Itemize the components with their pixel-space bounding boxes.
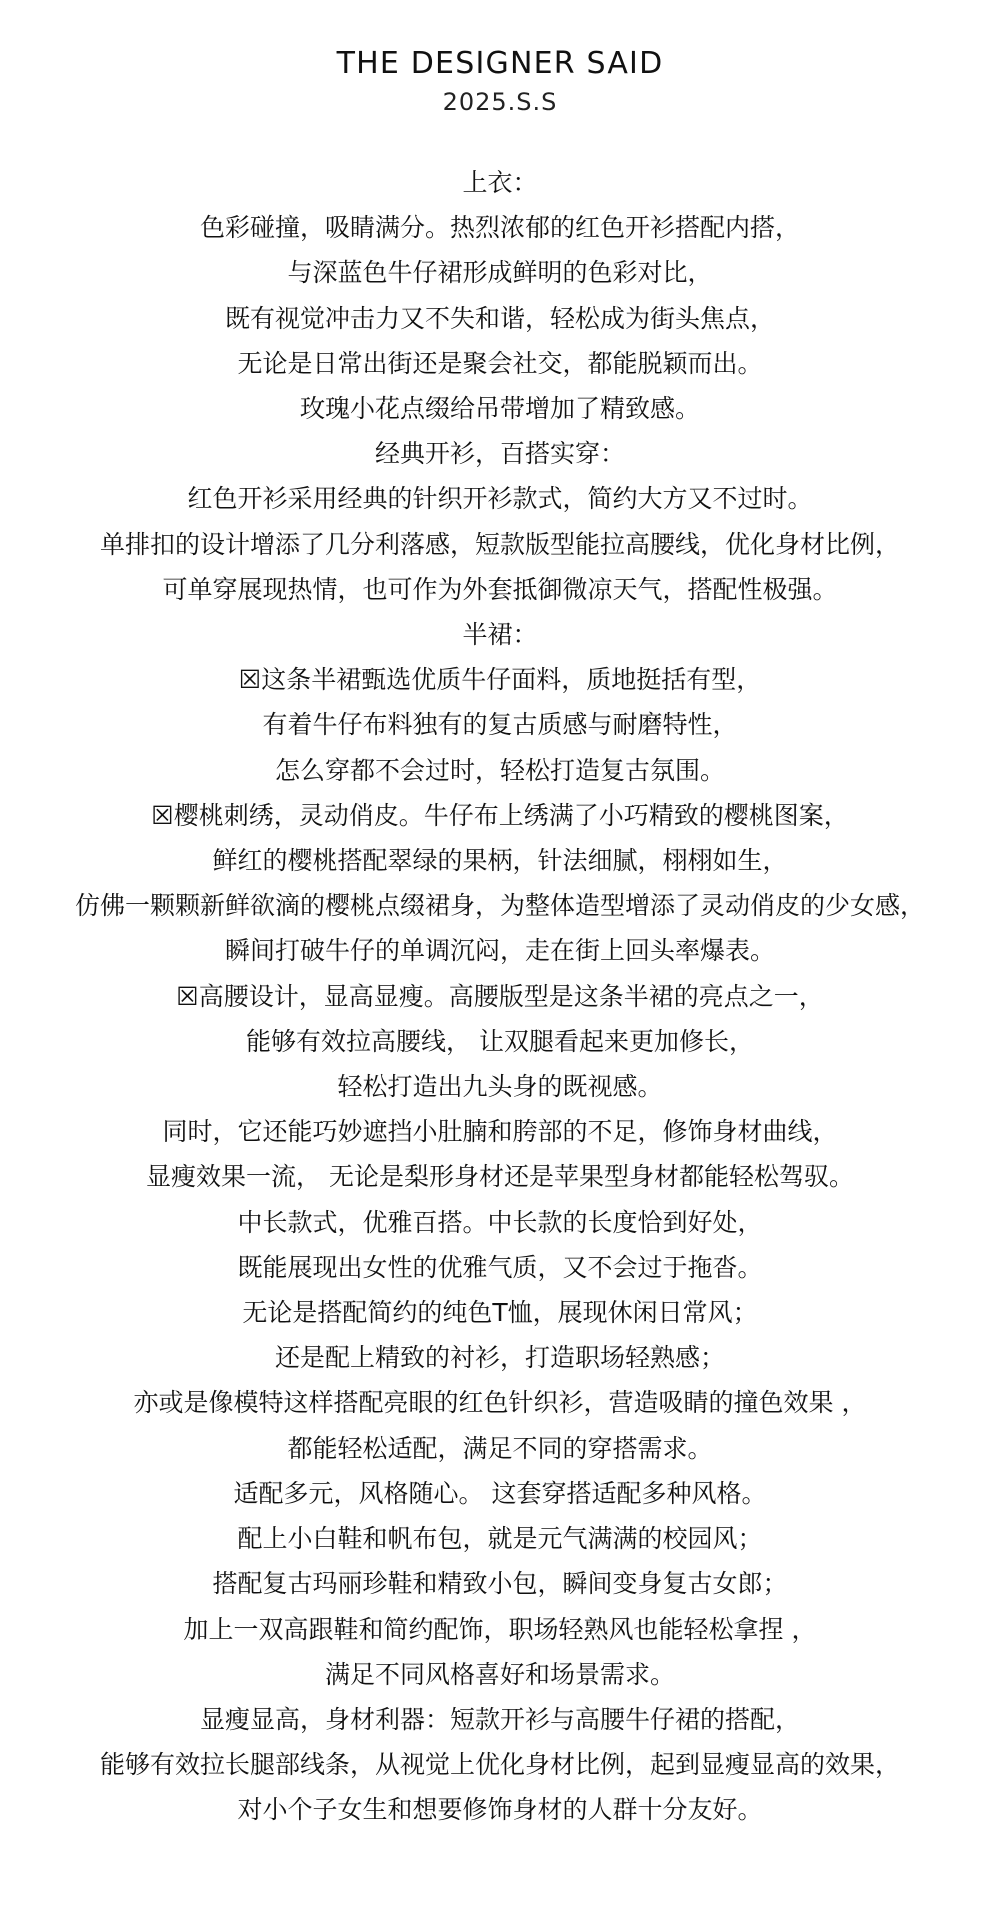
text-line: 配上小白鞋和帆布包，就是元气满满的校园风； bbox=[237, 1524, 763, 1554]
text-line: 中长款式，优雅百搭。中长款的长度恰到好处， bbox=[237, 1207, 763, 1237]
description-body bbox=[0, 160, 1000, 1833]
text-line: 怎么穿都不会过时，轻松打造复古氛围。 bbox=[274, 755, 725, 785]
text-line: 既能展现出女性的优雅气质，又不会过于拖沓。 bbox=[237, 1252, 763, 1282]
text-line: 单排扣的设计增添了几分利落感，短款版型能拉高腰线，优化身材比例， bbox=[99, 529, 900, 559]
text-line: 加上一双高跟鞋和简约配饰，职场轻熟风也能轻松拿捏 ， bbox=[183, 1614, 817, 1644]
text-line: 无论是搭配简约的纯色T恤，展现休闲日常风； bbox=[242, 1298, 758, 1328]
header bbox=[0, 44, 1000, 118]
text-line: 亦或是像模特这样搭配亮眼的红色针织衫，营造吸睛的撞色效果 ， bbox=[133, 1388, 867, 1418]
text-line: 仿佛一颗颗新鲜欲滴的樱桃点缀裙身，为整体造型增添了灵动俏皮的少女感， bbox=[74, 891, 925, 921]
text-line: 鲜红的樱桃搭配翠绿的果柄，针法细腻，栩栩如生， bbox=[212, 846, 788, 876]
text-line: 瞬间打破牛仔的单调沉闷，走在街上回头率爆表。 bbox=[224, 936, 775, 966]
text-line: 与深蓝色牛仔裙形成鲜明的色彩对比， bbox=[287, 258, 713, 288]
page-title: THE DESIGNER SAID bbox=[336, 46, 664, 81]
text-line: ☒这条半裙甄选优质牛仔面料，质地挺括有型， bbox=[238, 665, 762, 695]
text-line: 适配多元，风格随心。 这套穿搭适配多种风格。 bbox=[233, 1478, 767, 1508]
text-line: 色彩碰撞，吸睛满分。热烈浓郁的红色开衫搭配内搭， bbox=[199, 213, 800, 243]
section-heading-top: 上衣： bbox=[462, 168, 538, 197]
text-line: 玫瑰小花点缀给吊带增加了精致感。 bbox=[299, 394, 700, 424]
text-line: 有着牛仔布料独有的复古质感与耐磨特性， bbox=[262, 710, 738, 740]
text-line: 还是配上精致的衬衫，打造职场轻熟感； bbox=[274, 1343, 725, 1373]
text-line: 对小个子女生和想要修饰身材的人群十分友好。 bbox=[237, 1795, 763, 1825]
text-line: 搭配复古玛丽珍鞋和精致小包，瞬间变身复古女郎； bbox=[212, 1569, 788, 1599]
text-line: ☒高腰设计，显高显瘦。高腰版型是这条半裙的亮点之一， bbox=[176, 981, 824, 1011]
text-line: 可单穿展现热情，也可作为外套抵御微凉天气，搭配性极强。 bbox=[162, 574, 838, 604]
text-line: ☒樱桃刺绣，灵动俏皮。牛仔布上绣满了小巧精致的樱桃图案， bbox=[151, 800, 849, 830]
season-subtitle: 2025.S.S bbox=[442, 88, 558, 116]
text-line: 无论是日常出街还是聚会社交，都能脱颖而出。 bbox=[237, 348, 763, 378]
section-heading-skirt: 半裙： bbox=[462, 620, 538, 650]
text-line: 经典开衫，百搭实穿： bbox=[374, 439, 625, 469]
text-line: 既有视觉冲击力又不失和谐，轻松成为街头焦点， bbox=[224, 303, 775, 333]
text-line: 轻松打造出九头身的既视感。 bbox=[337, 1072, 663, 1102]
text-line: 满足不同风格喜好和场景需求。 bbox=[324, 1659, 675, 1689]
text-line: 显瘦显高，身材利器：短款开衫与高腰牛仔裙的搭配， bbox=[199, 1704, 800, 1734]
text-line: 能够有效拉高腰线， 让双腿看起来更加修长， bbox=[246, 1026, 754, 1056]
text-line: 红色开衫采用经典的针织开衫款式，简约大方又不过时。 bbox=[187, 484, 813, 514]
text-line: 能够有效拉长腿部线条，从视觉上优化身材比例，起到显瘦显高的效果， bbox=[99, 1750, 900, 1780]
text-line: 都能轻松适配，满足不同的穿搭需求。 bbox=[287, 1433, 713, 1463]
text-line: 显瘦效果一流， 无论是梨形身材还是苹果型身材都能轻松驾驭。 bbox=[146, 1162, 854, 1192]
text-line: 同时，它还能巧妙遮挡小肚腩和胯部的不足，修饰身材曲线， bbox=[162, 1117, 838, 1147]
